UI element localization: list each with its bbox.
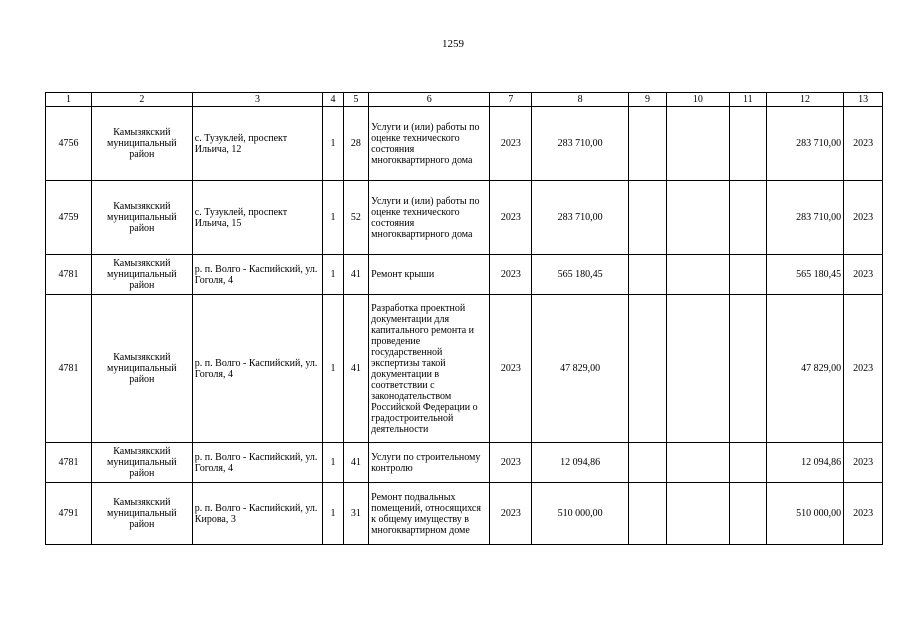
cell-year: 2023	[490, 255, 532, 295]
cell-c11	[730, 443, 767, 483]
column-header: 9	[629, 93, 667, 107]
cell-amount: 12 094,86	[532, 443, 629, 483]
header-row	[46, 93, 883, 107]
cell-c4: 1	[323, 295, 343, 443]
cell-amount: 47 829,00	[532, 295, 629, 443]
cell-c10	[666, 255, 729, 295]
column-header: 3	[192, 93, 322, 107]
cell-id: 4756	[46, 107, 92, 181]
cell-year2: 2023	[844, 107, 883, 181]
column-header: 12	[766, 93, 843, 107]
cell-c10	[666, 181, 729, 255]
page-number: 1259	[442, 38, 464, 50]
cell-id: 4781	[46, 255, 92, 295]
cell-year2: 2023	[844, 295, 883, 443]
cell-amount: 565 180,45	[532, 255, 629, 295]
cell-c10	[666, 295, 729, 443]
cell-c5: 41	[343, 255, 368, 295]
cell-id: 4781	[46, 295, 92, 443]
column-header: 7	[490, 93, 532, 107]
cell-c4: 1	[323, 181, 343, 255]
cell-district: Камызякский муниципальный район	[91, 255, 192, 295]
cell-c11	[730, 181, 767, 255]
cell-work: Услуги и (или) работы по оценке технического состояния многоквартирного дома	[369, 107, 490, 181]
cell-year: 2023	[490, 295, 532, 443]
cell-year: 2023	[490, 181, 532, 255]
cell-address: р. п. Волго - Каспийский, ул. Гоголя, 4	[192, 295, 322, 443]
cell-c9	[629, 443, 667, 483]
table-row	[46, 443, 883, 483]
cell-c4: 1	[323, 443, 343, 483]
column-header: 8	[532, 93, 629, 107]
cell-work: Разработка проектной документации для капитального ремонта и проведение государственной экспертизы такой документации в соответствии с законодательством Российской Федерации о градостроительной деятельности	[369, 295, 490, 443]
cell-c9	[629, 483, 667, 545]
cell-c9	[629, 295, 667, 443]
column-header: 1	[46, 93, 92, 107]
cell-c10	[666, 443, 729, 483]
cell-amount: 283 710,00	[532, 107, 629, 181]
cell-c11	[730, 107, 767, 181]
cell-c5: 52	[343, 181, 368, 255]
cell-year2: 2023	[844, 181, 883, 255]
cell-total: 283 710,00	[766, 107, 843, 181]
cell-total: 12 094,86	[766, 443, 843, 483]
cell-district: Камызякский муниципальный район	[91, 181, 192, 255]
cell-c11	[730, 483, 767, 545]
cell-c5: 31	[343, 483, 368, 545]
column-header: 10	[666, 93, 729, 107]
cell-c4: 1	[323, 483, 343, 545]
cell-id: 4759	[46, 181, 92, 255]
cell-total: 565 180,45	[766, 255, 843, 295]
cell-c11	[730, 295, 767, 443]
column-header: 11	[730, 93, 767, 107]
cell-id: 4791	[46, 483, 92, 545]
cell-c5: 28	[343, 107, 368, 181]
cell-year: 2023	[490, 107, 532, 181]
table-row	[46, 255, 883, 295]
cell-address: р. п. Волго - Каспийский, ул. Гоголя, 4	[192, 443, 322, 483]
column-header: 4	[323, 93, 343, 107]
cell-year2: 2023	[844, 255, 883, 295]
cell-work: Услуги по строительному контролю	[369, 443, 490, 483]
cell-c10	[666, 107, 729, 181]
cell-year: 2023	[490, 483, 532, 545]
cell-c9	[629, 181, 667, 255]
cell-district: Камызякский муниципальный район	[91, 295, 192, 443]
column-header: 5	[343, 93, 368, 107]
cell-c4: 1	[323, 255, 343, 295]
cell-amount: 283 710,00	[532, 181, 629, 255]
cell-address: с. Тузуклей, проспект Ильича, 15	[192, 181, 322, 255]
registry-table	[45, 92, 883, 545]
cell-amount: 510 000,00	[532, 483, 629, 545]
cell-c10	[666, 483, 729, 545]
cell-district: Камызякский муниципальный район	[91, 107, 192, 181]
cell-c4: 1	[323, 107, 343, 181]
cell-total: 283 710,00	[766, 181, 843, 255]
cell-address: с. Тузуклей, проспект Ильича, 12	[192, 107, 322, 181]
cell-work: Ремонт подвальных помещений, относящихся к общему имуществу в многоквартирном доме	[369, 483, 490, 545]
table-row	[46, 483, 883, 545]
cell-total: 47 829,00	[766, 295, 843, 443]
cell-year2: 2023	[844, 483, 883, 545]
cell-total: 510 000,00	[766, 483, 843, 545]
cell-work: Услуги и (или) работы по оценке технического состояния многоквартирного дома	[369, 181, 490, 255]
cell-address: р. п. Волго - Каспийский, ул. Кирова, 3	[192, 483, 322, 545]
table-row	[46, 295, 883, 443]
cell-address: р. п. Волго - Каспийский, ул. Гоголя, 4	[192, 255, 322, 295]
column-header: 6	[369, 93, 490, 107]
cell-c5: 41	[343, 295, 368, 443]
cell-district: Камызякский муниципальный район	[91, 483, 192, 545]
cell-c9	[629, 107, 667, 181]
table-row	[46, 181, 883, 255]
column-header: 13	[844, 93, 883, 107]
cell-id: 4781	[46, 443, 92, 483]
column-header: 2	[91, 93, 192, 107]
cell-c11	[730, 255, 767, 295]
cell-c5: 41	[343, 443, 368, 483]
cell-year: 2023	[490, 443, 532, 483]
cell-district: Камызякский муниципальный район	[91, 443, 192, 483]
table-row	[46, 107, 883, 181]
cell-year2: 2023	[844, 443, 883, 483]
cell-work: Ремонт крыши	[369, 255, 490, 295]
cell-c9	[629, 255, 667, 295]
